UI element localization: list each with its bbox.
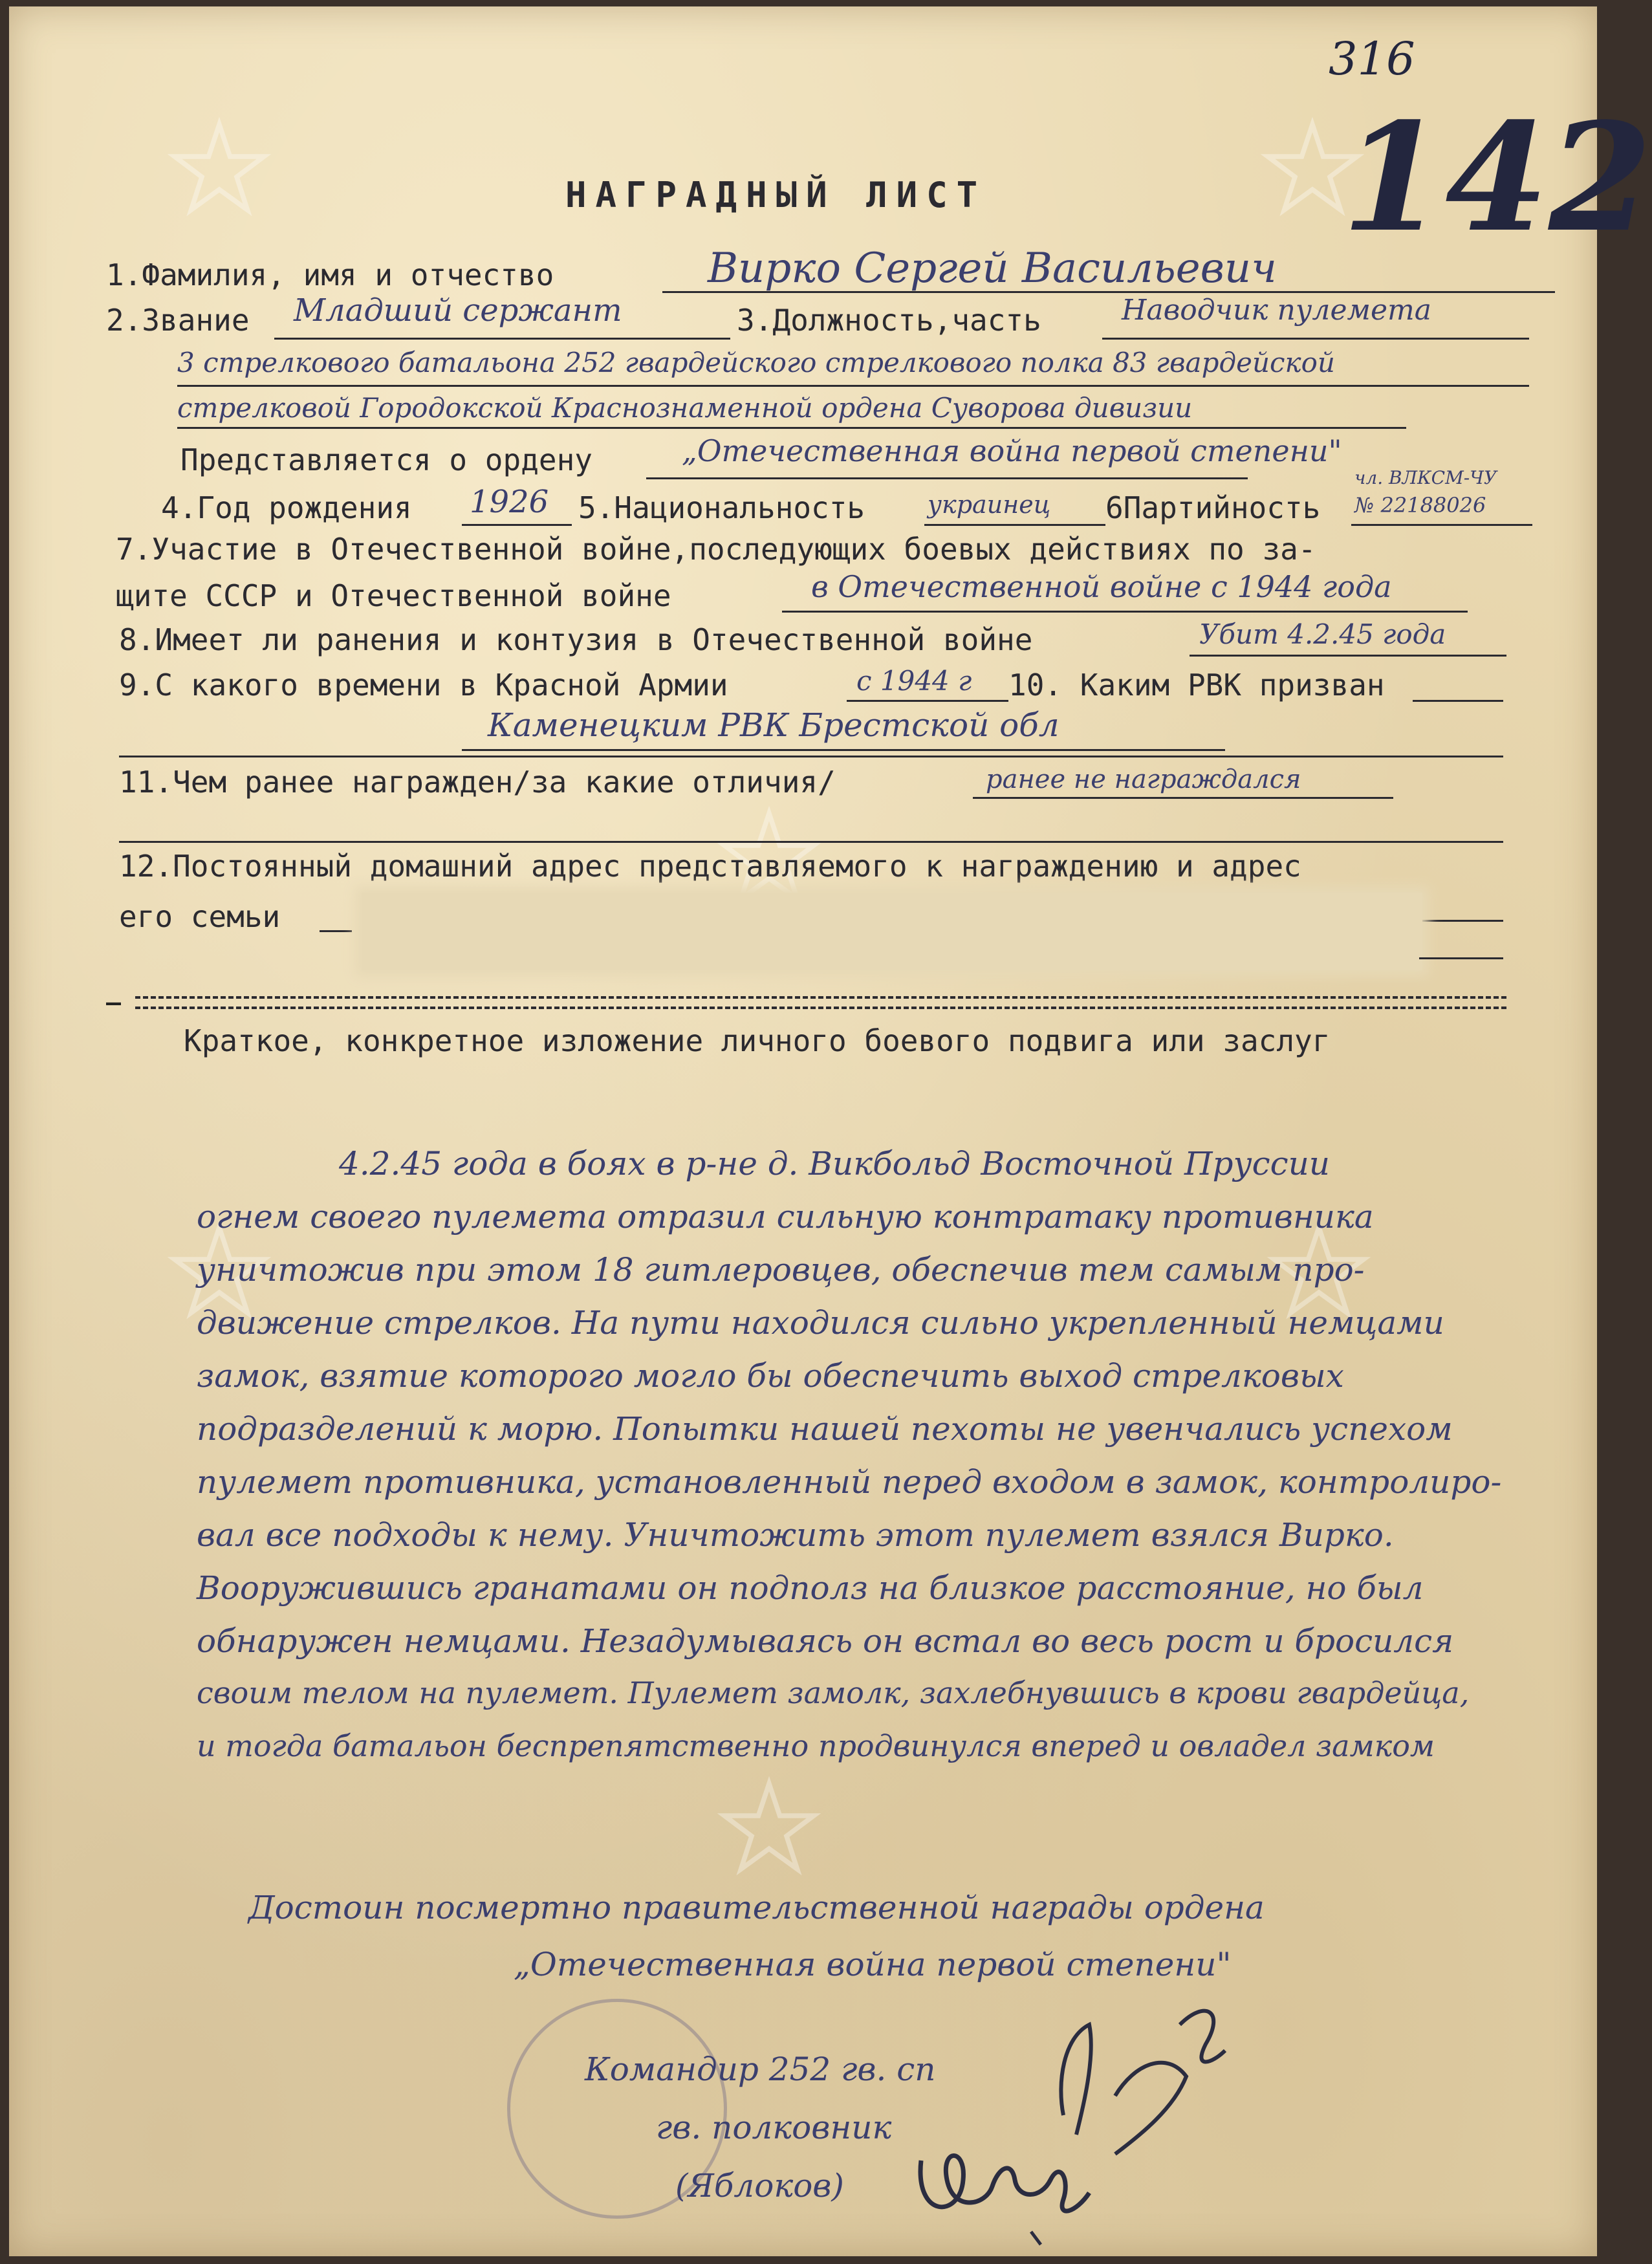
field-7-line: [782, 611, 1468, 613]
field-4-line: [462, 524, 572, 526]
field-12-line: [320, 930, 352, 932]
field-12-line-right: [1419, 920, 1503, 922]
dashed-separator: [135, 996, 1506, 999]
section-heading: Краткое, конкретное изложение личного боевого подвига или заслуг: [184, 1023, 1331, 1058]
narrative-line: пулемет противника, установленный перед входом в замок, контролиро-: [197, 1463, 1502, 1501]
signature-line-2: гв. полковник: [656, 2109, 892, 2146]
field-12-label-line-1: 12.Постоянный домашний адрес представляемого к награждению и адрес: [119, 849, 1301, 884]
field-1-value: Вирко Сергей Васильевич: [708, 245, 1277, 292]
field-10-separator: [119, 756, 1503, 757]
document-title: НАГРАДНЫЙ ЛИСТ: [565, 175, 987, 215]
narrative-line: Вооружившись гранатами он подполз на близкое расстояние, но был: [197, 1569, 1424, 1607]
commander-signature: [902, 1986, 1290, 2258]
narrative-line: замок, взятие которого могло бы обеспечить выход стрелковых: [197, 1357, 1344, 1395]
field-8-value: Убит 4.2.45 года: [1199, 618, 1446, 650]
field-6-value-line-2: № 22188026: [1354, 493, 1486, 517]
field-7-value: в Отечественной войне с 1944 года: [811, 569, 1392, 604]
narrative-line: 4.2.45 года в боях в р-не д. Викбольд Восточной Пруссии: [339, 1145, 1330, 1182]
field-6-value-line-1: чл. ВЛКСМ-ЧУ: [1354, 467, 1497, 488]
field-9-line: [847, 700, 1008, 702]
field-3-value: Наводчик пулемета: [1122, 294, 1431, 327]
field-3-line-2: [177, 385, 1529, 387]
star-watermark-icon: [171, 120, 268, 217]
order-label: Представляется о ордену: [180, 442, 592, 477]
field-4-label: 4.Год рождения: [161, 490, 412, 525]
margin-mark: _: [106, 970, 121, 1005]
field-1-label: 1.Фамилия, имя и отчество: [106, 257, 554, 292]
field-11-value: ранее не награждался: [986, 765, 1301, 794]
field-11-separator: [119, 841, 1503, 843]
field-5-line: [924, 524, 1105, 526]
field-3-value-line-3: стрелковой Городокской Краснознаменной ордена Суворова дивизии: [177, 392, 1193, 424]
narrative-line: движение стрелков. На пути находился сильно укрепленный немцами: [197, 1304, 1444, 1342]
order-line: [646, 477, 1248, 479]
narrative-line: своим телом на пулемет. Пулемет замолк, захлебнувшись в крови гвардейца,: [197, 1675, 1470, 1710]
narrative-line: обнаружен немцами. Незадумываясь он встал во весь рост и бросился: [197, 1622, 1454, 1660]
field-6-label: 6Партийность: [1105, 490, 1321, 525]
narrative-line: огнем своего пулемета отразил сильную контратаку противника: [197, 1198, 1374, 1235]
field-5-value: украинец: [928, 490, 1051, 519]
order-value: „Отечественная война первой степени": [682, 433, 1342, 468]
field-6-line: [1351, 524, 1532, 526]
star-watermark-icon: [721, 1779, 818, 1876]
field-3-label: 3.Должность,часть: [737, 303, 1041, 338]
archive-small-number: 316: [1329, 32, 1415, 85]
field-9-value: с 1944 г: [856, 665, 972, 697]
field-8-label: 8.Имеет ли ранения и контузия в Отечественной войне: [119, 622, 1033, 657]
field-2-value: Младший сержант: [294, 292, 622, 329]
conclusion-line-1: Достоин посмертно правительственной награды ордена: [248, 1889, 1265, 1926]
redacted-address: [362, 893, 1422, 970]
field-10-value: Каменецким РВК Брестской обл: [488, 706, 1060, 744]
field-11-label: 11.Чем ранее награжден/за какие отличия/: [119, 765, 836, 800]
award-sheet: [9, 6, 1652, 2256]
signature-line-1: Командир 252 гв. сп: [585, 2051, 936, 2088]
field-9-label: 9.С какого времени в Красной Армии: [119, 668, 728, 702]
field-10-line-2: [462, 749, 1225, 751]
narrative-line: и тогда батальон беспрепятственно продвинулся вперед и овладел замком: [197, 1728, 1435, 1763]
field-10-label: 10. Каким РВК призван: [1008, 668, 1385, 702]
field-4-value: 1926: [470, 484, 549, 520]
conclusion-line-2: „Отечественная война первой степени": [514, 1946, 1232, 1983]
field-11-line: [973, 797, 1393, 799]
field-3-line: [1102, 338, 1529, 340]
field-8-line: [1190, 655, 1506, 657]
field-2-line: [274, 338, 730, 340]
field-10-line: [1413, 700, 1503, 702]
signature-line-3: (Яблоков): [675, 2167, 844, 2204]
dashed-separator-2: [135, 1007, 1506, 1009]
field-7-label-line-2: щите СССР и Отечественной войне: [116, 578, 671, 613]
archive-large-number: 142: [1342, 91, 1652, 265]
field-3-line-3: [177, 427, 1406, 429]
field-5-label: 5.Национальность: [578, 490, 865, 525]
field-2-label: 2.Звание: [106, 303, 250, 338]
narrative-line: подразделений к морю. Попытки нашей пехоты не увенчались успехом: [197, 1410, 1453, 1448]
field-12-label-line-2: его семьи: [119, 899, 281, 934]
field-3-value-line-2: 3 стрелкового батальона 252 гвардейского стрелкового полка 83 гвардейской: [177, 347, 1335, 378]
field-12-line-right-2: [1419, 957, 1503, 959]
narrative-line: вал все подходы к нему. Уничтожить этот пулемет взялся Вирко.: [197, 1516, 1394, 1554]
field-7-label-line-1: 7.Участие в Отечественной войне,последующих боевых действиях по за-: [116, 532, 1316, 567]
narrative-line: уничтожив при этом 18 гитлеровцев, обеспечив тем самым про-: [197, 1251, 1365, 1289]
